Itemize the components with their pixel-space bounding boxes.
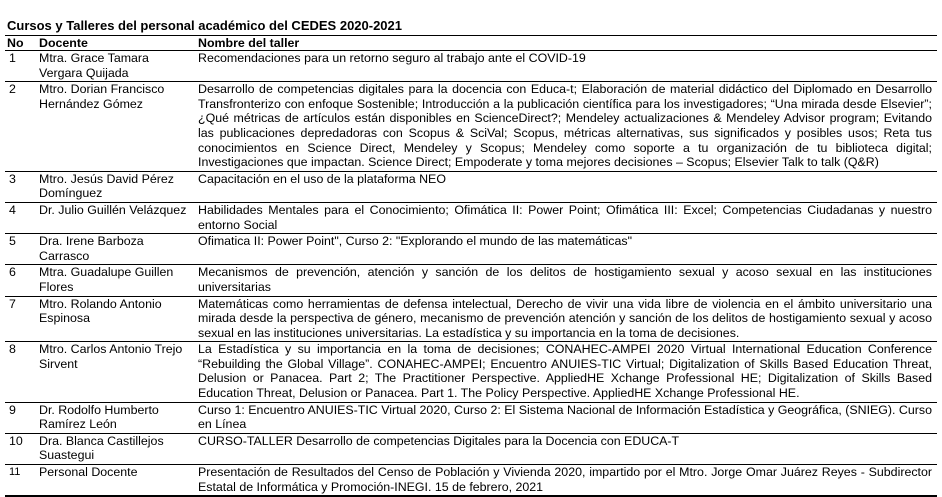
taller-cell: Curso 1: Encuentro ANUIES-TIC Virtual 2020, Curso 2: El Sistema Nacional de Información Estadística y Geográfica, (SNIEG). Curso en Línea [196, 402, 937, 433]
table-row [5, 465, 937, 497]
table-row [5, 402, 937, 433]
docente-cell: Mtro. Rolando Antonio Espinosa [37, 296, 196, 342]
docente-cell: Mtro. Jesús David Pérez Domínguez [37, 171, 196, 202]
table-row [5, 51, 937, 82]
header-docente: Docente [37, 36, 196, 51]
docente-cell: Dr. Rodolfo Humberto Ramírez León [37, 402, 196, 433]
taller-cell: La Estadística y su importancia en la toma de decisiones; CONAHEC-AMPEI 2020 Virtual International Education Conference “Rebuilding the Global Village”. CONAHEC-AMPEI; Encuentro ANUIES-TIC Virtual; Digitalization of Skills Based Education Threat, Delusion or Panacea. Part 2; The Practitioner Perspective. AppliedHE Xchange Professional HE; Digitalization of Skills Based Education Threat, Delusion or Panacea. Part 1. The Policy Perspective. AppliedHE Xchange Professional HE. [196, 342, 937, 402]
table-header-row [5, 36, 937, 51]
docente-cell: Personal Docente [37, 465, 196, 497]
table-row [5, 265, 937, 296]
row-number: 11 [5, 465, 37, 497]
docente-cell: Dr. Julio Guillén Velázquez [37, 202, 196, 233]
row-number: 8 [5, 342, 37, 402]
docente-cell: Mtro. Dorian Francisco Hernández Gómez [37, 82, 196, 172]
row-number: 6 [5, 265, 37, 296]
courses-table [5, 35, 937, 497]
docente-cell: Dra. Irene Barboza Carrasco [37, 234, 196, 265]
taller-cell: Mecanismos de prevención, atención y sanción de los delitos de hostigamiento sexual y acoso sexual en las instituciones universitarias [196, 265, 937, 296]
row-number: 3 [5, 171, 37, 202]
docente-cell: Mtro. Carlos Antonio Trejo Sirvent [37, 342, 196, 402]
taller-cell: Habilidades Mentales para el Conocimiento; Ofimática II: Power Point; Ofimática III: Excel; Competencias Ciudadanas y nuestro entorno Social [196, 202, 937, 233]
table-row [5, 342, 937, 402]
taller-cell: Presentación de Resultados del Censo de Población y Vivienda 2020, impartido por el Mtro. Jorge Omar Juárez Reyes - Subdirector Estatal de Informática y Promoción-INEGI. 15 de febrero, 2021 [196, 465, 937, 497]
table-row [5, 296, 937, 342]
row-number: 9 [5, 402, 37, 433]
table-row [5, 202, 937, 233]
row-number: 1 [5, 51, 37, 82]
row-number: 2 [5, 82, 37, 172]
taller-cell: Ofimatica II: Power Point", Curso 2: "Explorando el mundo de las matemáticas" [196, 234, 937, 265]
taller-cell: CURSO-TALLER Desarrollo de competencias Digitales para la Docencia con EDUCA-T [196, 433, 937, 464]
header-no: No [5, 36, 37, 51]
row-number: 4 [5, 202, 37, 233]
table-row [5, 82, 937, 172]
docente-cell: Mtra. Grace Tamara Vergara Quijada [37, 51, 196, 82]
header-taller: Nombre del taller [196, 36, 937, 51]
table-row [5, 234, 937, 265]
docente-cell: Dra. Blanca Castillejos Suastegui [37, 433, 196, 464]
row-number: 5 [5, 234, 37, 265]
taller-cell: Recomendaciones para un retorno seguro al trabajo ante el COVID-19 [196, 51, 937, 82]
taller-cell: Desarrollo de competencias digitales para la docencia con Educa-t; Elaboración de material didáctico del Diplomado en Desarrollo Transfronterizo con enfoque Sostenible; Introducción a la publicación científica para los investigadores; “Una mirada desde Elsevier”; ¿Qué métricas de artículos están disponibles en ScienceDirect?; Mendeley actualizaciones & Mendeley Advisor program; Evitando las publicaciones depredadoras con Scopus & SciVal; Scopus, métricas alternativas, sus significados y posibles usos; Reta tus conocimientos en Science Direct, Mendeley y Scopus; Mendeley como soporte a tu organización de tu biblioteca digital; Investigaciones que impactan. Science Direct; Empoderate y toma mejores decisiones – Scopus; Elsevier Talk to talk (Q&R) [196, 82, 937, 172]
taller-cell: Capacitación en el uso de la plataforma NEO [196, 171, 937, 202]
document-title: Cursos y Talleres del personal académico del CEDES 2020-2021 [7, 18, 403, 33]
docente-cell: Mtra. Guadalupe Guillen Flores [37, 265, 196, 296]
row-number: 7 [5, 296, 37, 342]
table-row [5, 171, 937, 202]
row-number: 10 [5, 433, 37, 464]
table-row [5, 433, 937, 464]
taller-cell: Matemáticas como herramientas de defensa intelectual, Derecho de vivir una vida libre de violencia en el ámbito universitario una mirada desde la perspectiva de género, mecanismo de prevención atención y sanción de los delitos de hostigamiento sexual y acoso sexual en las instituciones universitarias. La estadística y su importancia en la toma de decisiones. [196, 296, 937, 342]
